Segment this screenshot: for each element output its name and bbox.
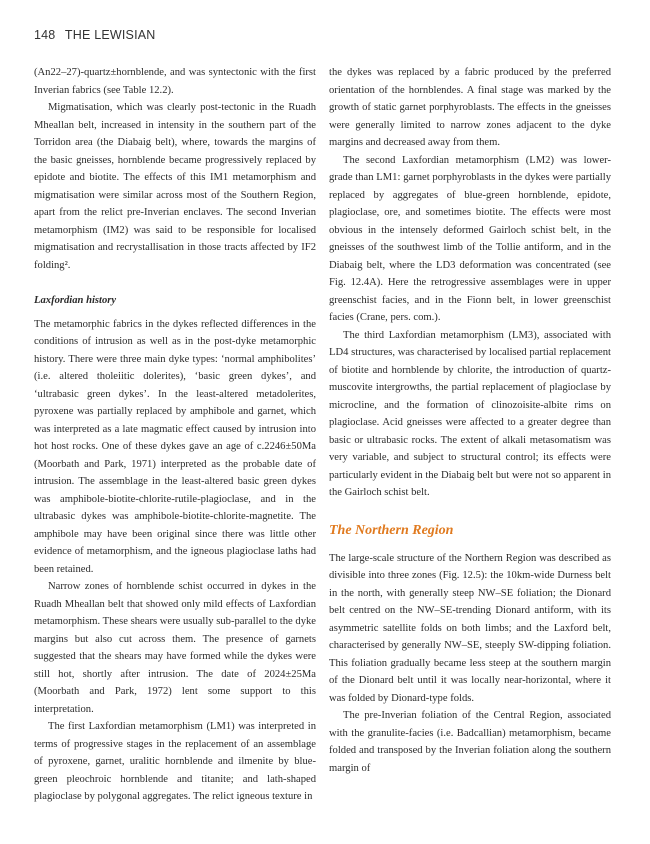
running-head (34, 28, 156, 42)
paragraph: The large-scale structure of the Northern Region was described as divisible into three zones (Fig. 12.5): the 10km-wide Durness belt in the north, with generally steep NW–SE foliation; the Dionard belt centred on the NW–SE-trending Dionard antiform, with its asymmetric satellite folds on both limbs; and the Laxford belt, characterised by generally NW–SE, steeply SW-dipping foliation. This foliation gradually became less steep at the southern margin of the Dionard belt until it was locally near-horizontal, where it was folded by Dionard-type folds. (329, 552, 611, 704)
right-column (329, 64, 611, 777)
paragraph: The first Laxfordian metamorphism (LM1) was interpreted in terms of progressive stages in the replacement of an assemblage of pyroxene, garnet, uralitic hornblende and ilmenite by blue-green pleochroic hornblende and titanite; and lath-shaped plagioclase by polygonal aggregates. The relict igneous texture in (34, 721, 316, 802)
paragraph: The second Laxfordian metamorphism (LM2) was lower-grade than LM1: garnet porphyroblasts in the dykes were partially replaced by aggregates of blue-green hornblende, epidote, plagioclase, ore, and sometimes biotite. The effects were most obvious in the intensely deformed Gairloch schist belt, in the gneisses of the southwest limb of the Tollie antiform, and in the Diabaig belt, where the LD3 deformation was concentrated (see Fig. 12.4A). Here the retrogressive assemblages were in upper greenschist facies, and in the Fionn belt, in lower greenschist facies (Crane, pers. com.). (329, 154, 611, 323)
paragraph: (An22–27)-quartz±hornblende, and was syntectonic with the first Inverian fabrics (see Table 12.2). (34, 67, 316, 96)
paragraph: The metamorphic fabrics in the dykes reflected differences in the conditions of intrusion as well as in the post-dyke metamorphic history. There were three main dyke types: ‘normal amphibolites’ (i.e. altered tholeiitic dolerites), ‘basic green dykes’, and ‘ultrabasic green dykes’. In the least-altered metadolerites, pyroxene was partially replaced by amphibole and garnet, which was interpreted as a late magmatic effect caused by intrusion into hot host rocks. One of these dykes gave an age of c.2246±50Ma (Moorbath and Park, 1971) interpreted as the probable date of intrusion. The assemblage in the least-altered basic green dykes was amphibole-biotite-chlorite-rutile-plagioclase, and in the ultrabasic dykes was amphibole-biotite-chlorite-magnetite. The amphibole may have been original since there was little other evidence of metamorphism, and the igneous plagioclase laths had been retained. (34, 318, 316, 575)
left-column (34, 64, 316, 806)
paragraph: The pre-Inverian foliation of the Central Region, associated with the granulite-facies (i.e. Badcallian) metamorphism, became folded and transposed by the Inverian foliation along the southern margin of (329, 710, 611, 774)
page-number: 148 (34, 28, 56, 42)
section-heading: The Northern Region (329, 522, 454, 538)
running-title: THE LEWISIAN (64, 28, 156, 42)
paragraph: the dykes was replaced by a fabric produced by the preferred orientation of the hornblendes. A final stage was marked by the growth of static garnet porphyroblasts. The effects in the gneisses were generally limited to narrow zones adjacent to the dyke margins and decreased away from them. (329, 67, 611, 148)
paragraph: The third Laxfordian metamorphism (LM3), associated with LD4 structures, was characterised by localised partial replacement of biotite and hornblende by chlorite, the introduction of quartz-muscovite intergrowths, the partial replacement of plagioclase by microcline, and the formation of clinozoisite-albite rims on plagioclase. Acid gneisses were affected to a greater degree than basic or ultrabasic rocks. The extent of alkali metasomatism was very variable, and subject to structural control; its effects were particularly evident in the Diabaig belt but were not so apparent in the Gairloch schist belt. (329, 329, 611, 498)
paragraph: Migmatisation, which was clearly post-tectonic in the Ruadh Mheallan belt, increased in intensity in the southern part of the Torridon area (the Diabaig belt), where, towards the margins of the basic gneisses, hornblende became progressively replaced by epidote and biotite. The effects of this IM1 metamorphism and migmatisation were similar across most of the Southern Region, apart from the relict pre-Inverian enclaves. The second Inverian metamorphism (IM2) was said to be responsible for localised migmatisation and recrystallisation in those tracts affected by IF2 folding². (34, 102, 316, 271)
subsection-heading: Laxfordian history (34, 295, 117, 306)
paragraph: Narrow zones of hornblende schist occurred in dykes in the Ruadh Mheallan belt that showed only mild effects of Laxfordian metamorphism. These shears were usually sub-parallel to the dyke margins but also cut across them. The presence of garnets suggested that the shears may have formed while the dykes were still hot, shortly after intrusion. The date of 2024±25Ma (Moorbath and Park, 1972) lent some support to this interpretation. (34, 581, 316, 715)
